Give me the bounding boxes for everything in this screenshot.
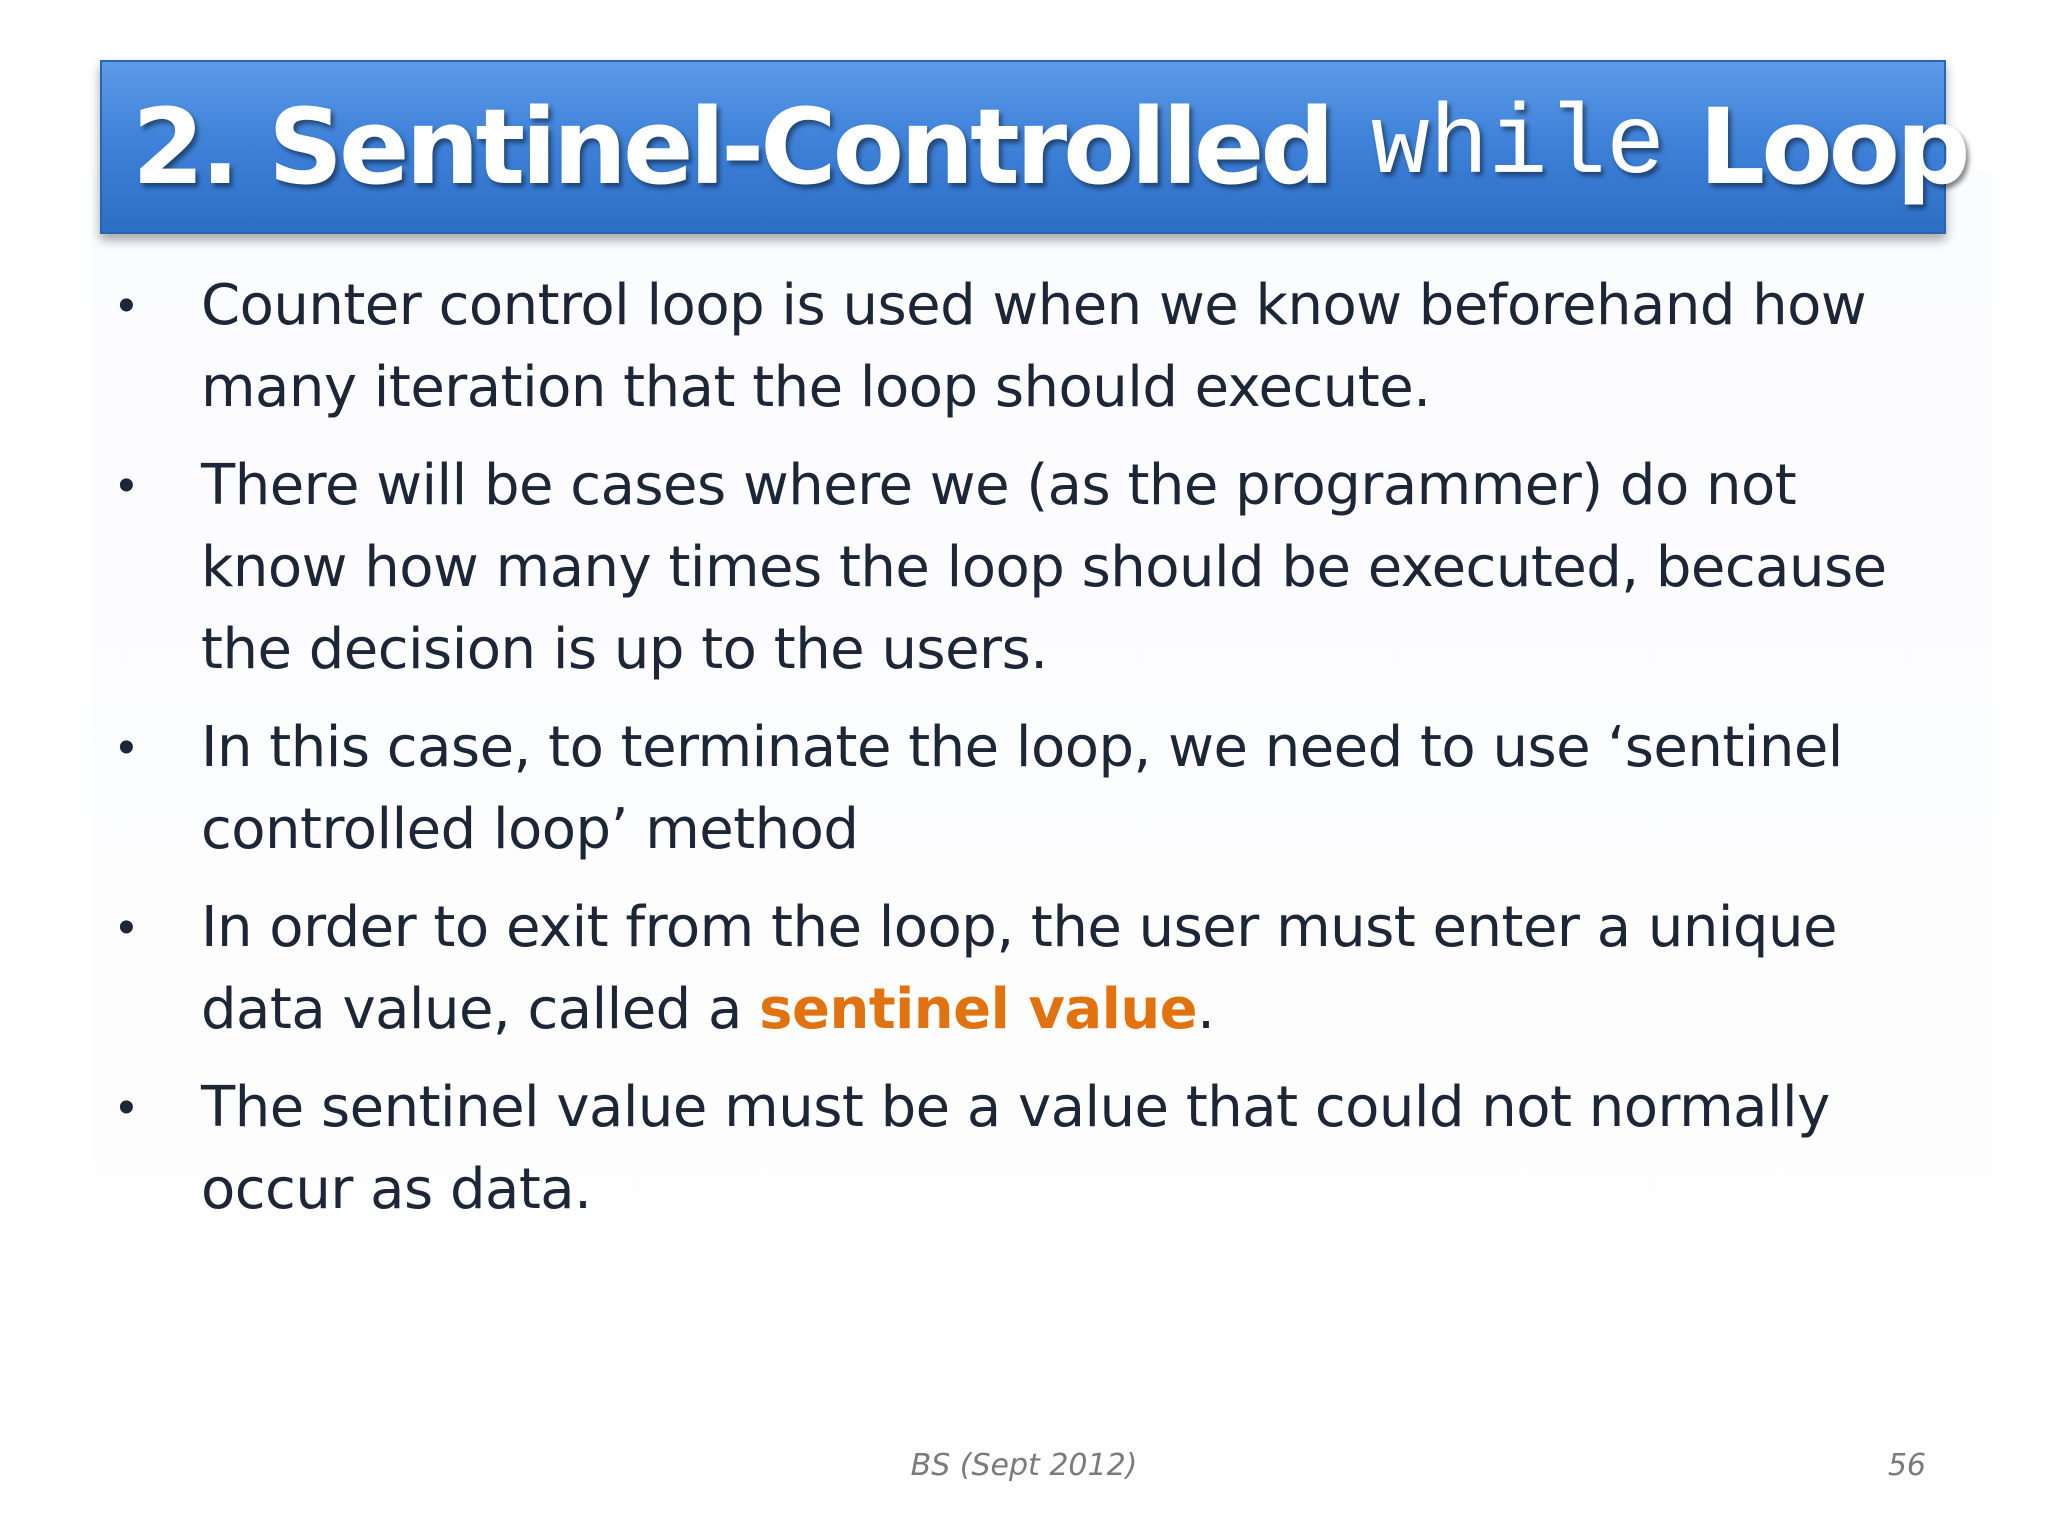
bullet-list (118, 265, 1918, 1247)
bullet-item (118, 707, 1918, 871)
bullet-text-before: In order to exit from the loop, the user must enter a unique data value, called a (201, 895, 1837, 1042)
bullet-text: The sentinel value must be a value that could not normally occur as data. (201, 1075, 1830, 1222)
bullet-icon: • (118, 721, 135, 774)
title-code-keyword: while (1370, 91, 1665, 202)
title-banner (100, 60, 1967, 234)
bullet-text: Counter control loop is used when we know beforehand how many iteration that the loop should execute. (201, 273, 1867, 420)
bullet-text-after: . (1197, 977, 1215, 1042)
bullet-text: There will be cases where we (as the programmer) do not know how many times the loop should be executed, because the decision is up to the users. (201, 453, 1887, 682)
bullet-icon: • (118, 459, 135, 512)
page-number: 56 (1887, 1448, 1926, 1483)
footer-author-date: BS (Sept 2012) (910, 1448, 1138, 1483)
bullet-icon: • (118, 901, 135, 954)
bullet-icon: • (118, 279, 135, 332)
bullet-item (118, 265, 1918, 429)
title-prefix: 2. Sentinel-Controlled (132, 86, 1331, 208)
title-suffix: Loop (1698, 86, 1967, 208)
bullet-item (118, 1067, 1918, 1231)
bullet-icon: • (118, 1081, 135, 1134)
bullet-text (201, 887, 1901, 1051)
highlight-sentinel-value: sentinel value (759, 977, 1198, 1042)
bullet-text: In this case, to terminate the loop, we need to use ‘sentinel controlled loop’ method (201, 715, 1843, 862)
bullet-item (118, 445, 1918, 691)
bullet-item (118, 887, 1918, 1051)
